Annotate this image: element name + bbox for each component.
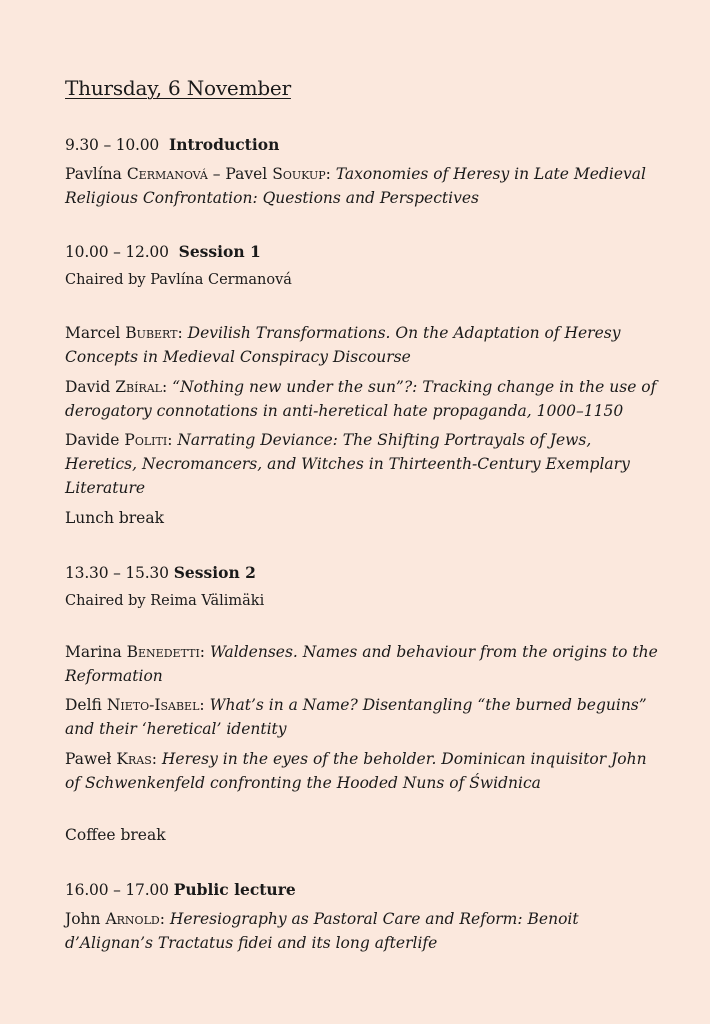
speaker-first-name: John: [65, 910, 101, 928]
session2-chair: Chaired by Reima Välimäki: [65, 593, 265, 609]
coffee-break: Coffee break: [65, 826, 166, 844]
intro-talk: Pavlína Cermanová – Pavel Soukup: Taxonomies of Heresy in Late Medieval Religious Confrontation: Questions and Perspectives: [65, 165, 646, 207]
talk-title: Heresiography as Pastoral Care and Reform: Benoit d’Alignan’s Tractatus fidei and its long afterlife: [65, 910, 579, 952]
speaker-last-name: Politi: [124, 431, 168, 449]
intro-slot-header: [65, 135, 665, 154]
speaker-last-name: Kras: [116, 750, 152, 768]
talk-title: Narrating Deviance: The Shifting Portrayals of Jews, Heretics, Necromancers, and Witches in Thirteenth-Century Exemplary Literature: [65, 431, 630, 497]
talk-title: Waldenses. Names and behaviour from the origins to the Reformation: [65, 643, 658, 685]
speaker-first-name: Davide: [65, 431, 120, 449]
talk-title: Heresy in the eyes of the beholder. Dominican inquisitor John of Schwenkenfeld confronting the Hooded Nuns of Świdnica: [65, 750, 647, 792]
intro-time: 9.30 – 10.00: [65, 136, 160, 154]
talk-title: Taxonomies of Heresy in Late Medieval Religious Confrontation: Questions and Perspectives: [65, 165, 646, 207]
speaker-last-name: Bubert: [125, 324, 178, 342]
session2-time: 13.30 – 15.30: [65, 564, 169, 582]
lecture-talk: John Arnold: Heresiography as Pastoral Care and Reform: Benoit d’Alignan’s Tractatus fidei and its long afterlife: [65, 910, 579, 952]
session1-chair: Chaired by Pavlína Cermanová: [65, 272, 292, 288]
speaker-separator: –: [207, 165, 226, 183]
session2-talk: Paweł Kras: Heresy in the eyes of the beholder. Dominican inquisitor John of Schwenkenfeld confronting the Hooded Nuns of Świdnica: [65, 750, 647, 792]
session2-talk: Delfi Nieto-Isabel: What’s in a Name? Disentangling “the burned beguins” and their ‘heretical’ identity: [65, 696, 647, 738]
speaker-first-name: Delfi: [65, 696, 102, 714]
speaker-last-name: Zbíral: [115, 378, 162, 396]
session2-title: Session 2: [173, 563, 256, 582]
speaker-first-name: Marina: [65, 643, 122, 661]
session2-talk: Marina Benedetti: Waldenses. Names and behaviour from the origins to the Reformation: [65, 643, 658, 685]
session1-talk: Marcel Bubert: Devilish Transformations. On the Adaptation of Heresy Concepts in Medieval Conspiracy Discourse: [65, 324, 621, 366]
lecture-title: Public lecture: [173, 880, 296, 899]
talk-title: “Nothing new under the sun”?: Tracking change in the use of derogatory connotations in anti-heretical hate propaganda, 1000–1150: [65, 378, 657, 420]
lunch-break: Lunch break: [65, 509, 164, 527]
intro-title: Introduction: [168, 135, 280, 154]
speaker-last-name: Arnold: [105, 910, 160, 928]
session2-slot-header: [65, 563, 665, 582]
day-title: Thursday, 6 November: [65, 76, 291, 100]
speaker-last-name: Soukup: [272, 165, 326, 183]
speaker-first-name: David: [65, 378, 111, 396]
speaker-first-name: Marcel: [65, 324, 121, 342]
session1-time: 10.00 – 12.00: [65, 243, 169, 261]
talk-title: Devilish Transformations. On the Adaptation of Heresy Concepts in Medieval Conspiracy Discourse: [65, 324, 621, 366]
session1-title: Session 1: [178, 242, 261, 261]
session1-talk: Davide Politi: Narrating Deviance: The Shifting Portrayals of Jews, Heretics, Necromancers, and Witches in Thirteenth-Century Exemplary Literature: [65, 431, 630, 497]
lecture-time: 16.00 – 17.00: [65, 881, 169, 899]
speaker-last-name: Nieto-Isabel: [106, 696, 200, 714]
session1-talk: David Zbíral: “Nothing new under the sun”?: Tracking change in the use of derogatory connotations in anti-heretical hate propaganda, 1000–1150: [65, 378, 657, 420]
session1-slot-header: [65, 242, 665, 261]
speaker-first-name: Paweł: [65, 750, 112, 768]
speaker-last-name: Benedetti: [126, 643, 200, 661]
talk-title: What’s in a Name? Disentangling “the burned beguins” and their ‘heretical’ identity: [65, 696, 647, 738]
speaker-first-name: Pavel: [225, 165, 268, 183]
speaker-first-name: Pavlína: [65, 165, 122, 183]
speaker-last-name: Cermanová: [126, 165, 208, 183]
lecture-slot-header: [65, 880, 665, 899]
